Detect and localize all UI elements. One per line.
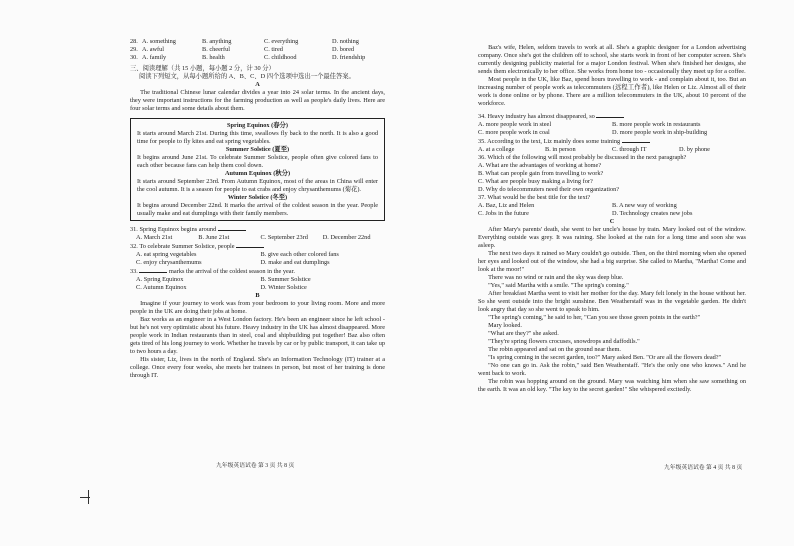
option-c: C. tired: [264, 46, 283, 53]
question-35: [478, 137, 746, 154]
option-d: D. more people work in ship-building: [612, 129, 708, 136]
passage-a-intro: The traditional Chinese lunar calendar divides a year into 24 solar terms. In the ancient days, they were important instructions for the farming production as well as people's daily lives. Here are four solar terms and some details about them.: [130, 89, 385, 112]
passage-b-paragraph: Most people in the UK, like Baz, spend hours travelling to work - and complain about it, too. But an increasing number of people work as telecommuters (远程工作者), like Helen or Liz. Almost all of their work is done online or by phone. There are a million telecommuters in the UK, about 10 percent of the workforce.: [478, 76, 746, 107]
passage-a-label: A: [255, 81, 260, 88]
option-c: C. Jobs in the future: [478, 210, 529, 217]
passage-c-paragraph: "The spring's coming," he said to her, "Can you see those green points in the earth?": [488, 314, 701, 321]
right-page: [478, 44, 746, 394]
passage-c-paragraph: The next two days it rained so Mary couldn't go outside. Then, on the third morning when she opened her eyes and looked out of the window, she had a big surprise. She called to Martha, "Martha! Come and look at the moor!": [478, 250, 746, 273]
option-a: A. March 21st: [136, 234, 173, 241]
option-c: C. What are people busy making a living for?: [478, 178, 593, 185]
section3-title: 三、阅读理解（共 15 小题，每小题 2 分，计 30 分）: [130, 65, 275, 72]
option-d: D. bored: [332, 46, 355, 53]
option-d: D. make and eat dumplings: [260, 259, 330, 266]
question-stem: 36. Which of the following will most probably be discussed in the next paragraph?: [478, 154, 687, 161]
left-page: [130, 38, 385, 380]
option-a: A. family: [142, 54, 167, 61]
question-29: [130, 46, 385, 54]
question-stem: 35. According to the text, Liz mainly does some training: [478, 138, 621, 145]
option-d: D. by phone: [679, 146, 710, 153]
question-28: [130, 38, 385, 46]
option-d: D. Winter Solstice: [260, 284, 307, 291]
answer-blank[interactable]: [622, 137, 650, 143]
passage-c-paragraph: The robin appeared and sat on the ground near them.: [488, 346, 621, 353]
option-c: C. through IT: [612, 146, 647, 153]
option-a: A. Spring Equinox: [136, 276, 184, 283]
option-d: D. friendship: [332, 54, 366, 61]
question-30: [130, 54, 385, 62]
passage-c-paragraph: "What are they?" she asked.: [488, 330, 559, 337]
question-34: [478, 112, 746, 137]
term-text: It starts around March 21st. During this time, swallows fly back to the north. It is also a good time for people to fly kites and eat spring vegetables.: [137, 130, 378, 145]
question-number: 29.: [130, 46, 138, 53]
passage-c-paragraph: "Is spring coming in the secret garden, too?" Mary asked Ben. "Or are all the flowers dead?": [488, 354, 722, 361]
option-b: B. in person: [545, 146, 576, 153]
passage-c-paragraph: After breakfast Martha went to visit her mother for the day. Mary felt lonely in the house without her. So she went outside into the bright sunshine. Ben Weatherstaff was in the vegetable garden. He didn't look angry that day so she went to speak to him.: [478, 290, 746, 313]
question-stem: 34. Heavy industry has almost disappeared, so: [478, 113, 595, 120]
option-a: A. something: [142, 38, 176, 45]
passage-c-label: C: [609, 218, 615, 225]
passage-c-paragraph: "No one can go in. Ask the robin," said Ben Weatherstaff. "He's the only one who knows." And he went back to work.: [478, 362, 746, 377]
option-b: B. What can people gain from travelling to work?: [478, 170, 604, 177]
passage-c-paragraph: There was no wind or rain and the sky was deep blue.: [488, 274, 624, 281]
question-33: [130, 267, 385, 292]
question-stem: 37. What would be the best title for the text?: [478, 194, 591, 201]
option-d: D. Technology creates new jobs: [612, 210, 693, 217]
option-a: A. more people work in steel: [478, 121, 552, 128]
question-number: 30.: [130, 54, 138, 61]
question-36: [478, 154, 746, 194]
option-d: D. December 22nd: [322, 234, 371, 241]
passage-c-paragraph: After Mary's parents' death, she went to her uncle's house by train. Mary looked out of the window. Everything outside was grey. It was raining. She looked at the rain for a long time and soon she was asleep.: [478, 226, 746, 249]
option-a: A. Baz, Liz and Helen: [478, 202, 535, 209]
term-title: Summer Solstice (夏至): [225, 146, 290, 153]
term-title: Autumn Equinox (秋分): [224, 170, 291, 177]
question-stem: 33.: [130, 268, 138, 275]
passage-c-paragraph: "Yes," said Martha with a smile. "The spring's coming.": [488, 282, 629, 289]
term-title: Winter Solstice (冬至): [227, 194, 288, 201]
solar-terms-box: [130, 118, 385, 221]
question-31: [130, 225, 385, 242]
option-a: A. What are the advantages of working at home?: [478, 162, 602, 169]
question-number: 28.: [130, 38, 138, 45]
passage-b-paragraph: Baz's wife, Helen, seldom travels to work at all. She's a graphic designer for a London advertising company. Once she's got the children off to school, she starts work in front of her computer screen. She's currently designing publicity material for a major London festival. When she's finished her designs, she sends them electronically to her office. She works from home too - occasionally they meet up for a coffee.: [478, 44, 746, 75]
passage-c-paragraph: The robin was hopping around on the ground. Mary was watching him when she saw something on the earth. It was an old key. "The key to the secret garden!" She whispered excitedly.: [478, 378, 746, 393]
term-text: It starts around September 23rd. From Autumn Equinox, most of the areas in China will enter the cool autumn. It is a season for people to eat crabs and enjoy chrysanthemums (菊花).: [137, 178, 378, 193]
question-32: [130, 242, 385, 267]
option-c: C. Autumn Equinox: [136, 284, 187, 291]
passage-c-paragraph: Mary looked.: [488, 322, 523, 329]
option-b: B. give each other colored fans: [260, 251, 339, 258]
option-a: A. awful: [142, 46, 165, 53]
option-a: A. at a college: [478, 146, 515, 153]
option-b: B. A new way of working: [612, 202, 677, 209]
option-b: B. health: [202, 54, 225, 61]
option-a: A. eat spring vegetables: [136, 251, 197, 258]
answer-blank[interactable]: [236, 242, 264, 248]
option-d: D. nothing: [332, 38, 359, 45]
option-b: B. Summer Solstice: [260, 276, 311, 283]
left-page-footer: 九年级英语试卷 第 3 页 共 8 页: [216, 463, 295, 469]
option-b: B. anything: [202, 38, 232, 45]
passage-b-paragraph: Baz works as an engineer in a West London factory. He's been an engineer since he left school - but he's not very optimistic about his future. Heavy industry in the UK has almost disappeared. More people work in Indian restaurants than in steel, coal and shipbuilding put together! Baz also often gets tired of his long journey to work. Whether he travels by car or by public transport, it can take up to two hours a day.: [130, 316, 385, 355]
option-b: B. cheerful: [202, 46, 230, 53]
passage-c-paragraph: "They're spring flowers crocuses, snowdrops and daffodils.": [488, 338, 640, 345]
question-stem: 32. To celebrate Summer Solstice, people: [130, 243, 235, 250]
question-stem: 31. Spring Equinox begins around: [130, 226, 217, 233]
answer-blank[interactable]: [596, 112, 624, 118]
right-page-footer: 九年级英语试卷 第 4 页 共 8 页: [664, 465, 743, 471]
option-c: C. more people work in coal: [478, 129, 550, 136]
option-d: D. Why do telecommuters need their own organization?: [478, 186, 620, 193]
option-c: C. everything: [264, 38, 299, 45]
option-b: B. more people work in restaurants: [612, 121, 701, 128]
answer-blank[interactable]: [218, 225, 246, 231]
option-c: C. childhood: [264, 54, 297, 61]
question-stem-after: marks the arrival of the coldest season in the year.: [169, 268, 295, 275]
passage-b-paragraph: Imagine if your journey to work was from your bedroom to your living room. More and more people in the UK are doing their jobs at home.: [130, 300, 385, 315]
passage-b-label: B: [255, 292, 260, 299]
term-text: It begins around December 22nd. It marks the arrival of the coldest season in the year. People usually make and eat dumplings with their family members.: [137, 202, 378, 217]
q28-30-options: [130, 38, 385, 62]
crop-mark: [80, 497, 90, 498]
term-text: It begins around June 21st. To celebrate Summer Solstice, people often give colored fans to each other because fans can help them cool down.: [137, 154, 378, 169]
option-b: B. June 21st: [198, 234, 230, 241]
option-c: C. September 23rd: [260, 234, 308, 241]
option-c: C. enjoy chrysanthemums: [136, 259, 202, 266]
term-title: Spring Equinox (春分): [227, 122, 288, 129]
section3-instructions: 阅读下列短文，从每小题所给的 A、B、C、D 四个选项中选出一个最佳答案。: [139, 73, 355, 80]
passage-b-paragraph: His sister, Liz, lives in the north of England. She's an Information Technology (IT) trainer at a college. Once every four weeks, she meets her trainees in person, but most of her training is done through IT.: [130, 356, 385, 379]
question-37: [478, 194, 746, 218]
answer-blank[interactable]: [139, 267, 167, 273]
